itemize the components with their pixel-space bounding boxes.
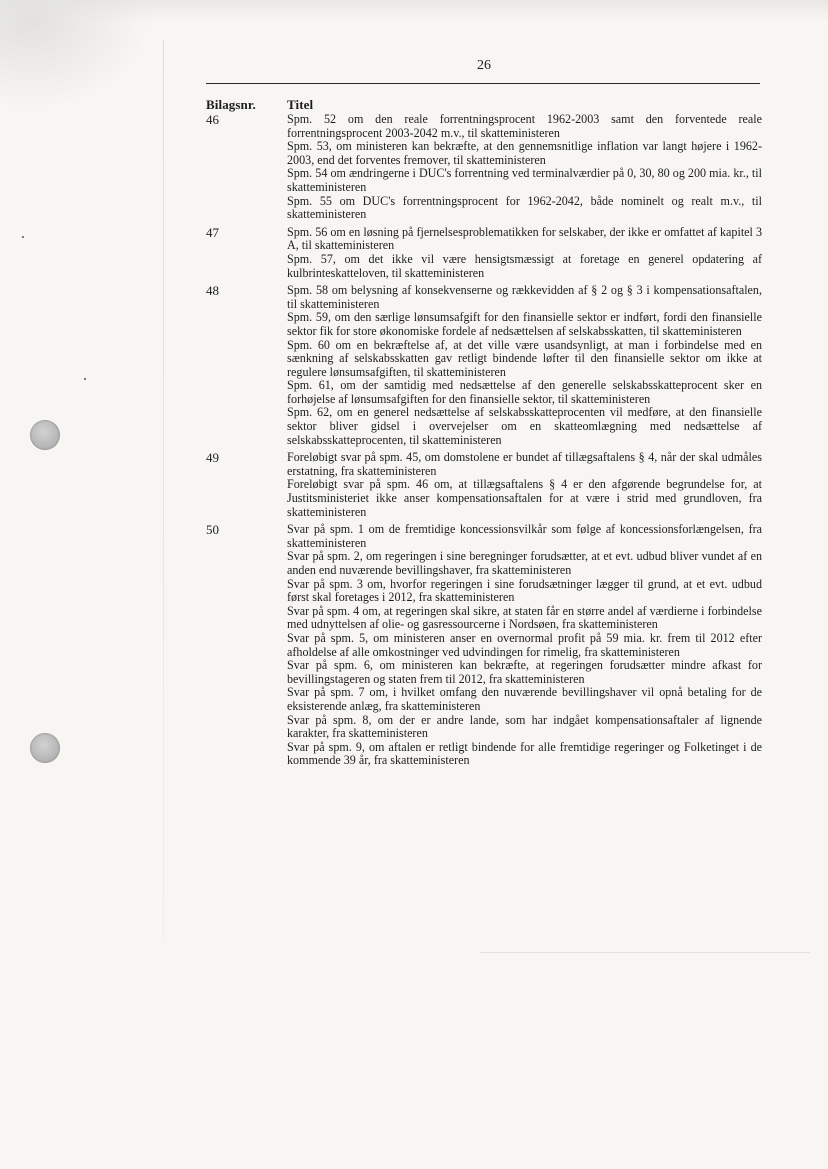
appendix-list xyxy=(206,113,762,772)
appendix-entry xyxy=(206,226,762,280)
appendix-title-item: Svar på spm. 1 om de fremtidige koncessionsvilkår som følge af koncessionsforlængelsen, fra skatteministeren xyxy=(287,522,762,550)
appendix-title-item: Svar på spm. 5, om ministeren anser en overnormal profit på 59 mia. kr. frem til 2012 efter afholdelse af alle omkostninger ved udvindingen for rimelig, fra skatteministeren xyxy=(287,630,762,659)
column-header-bilagsnr: Bilagsnr. xyxy=(206,97,256,112)
page-number: 26 xyxy=(477,58,491,73)
punch-hole-upper xyxy=(30,420,60,450)
appendix-number: 47 xyxy=(206,224,219,240)
appendix-titles xyxy=(287,284,762,447)
appendix-title-item: Svar på spm. 7 om, i hvilket omfang den nuværende bevillingshaver vil opnå betaling for de eksisterende anlæg, fra skatteministeren xyxy=(287,685,762,713)
appendix-title-item: Svar på spm. 4 om, at regeringen skal sikre, at staten får en større andel af værdierne i forbindelse med udnyttelsen af olie- og gasressourcerne i Nordsøen, fra skatteministeren xyxy=(287,603,762,632)
appendix-title-item: Svar på spm. 2, om regeringen i sine beregninger forudsætter, at et evt. udbud bliver vundet af en anden end nuværende bevillingshaver, fra skatteministeren xyxy=(287,549,762,577)
appendix-titles xyxy=(287,226,762,280)
appendix-title-item: Svar på spm. 9, om aftalen er retligt bindende for alle fremtidige regeringer og Folketinget i de kommende 39 år, fra skatteministeren xyxy=(287,739,762,768)
scan-speck xyxy=(84,378,86,380)
scan-artifact-line xyxy=(480,952,810,953)
appendix-title-item: Spm. 57, om det ikke vil være hensigtsmæssigt at foretage en generel opdatering af kulbrinteskatteloven, til skatteministeren xyxy=(287,251,762,280)
appendix-number: 46 xyxy=(206,112,219,127)
appendix-title-item: Foreløbigt svar på spm. 45, om domstolene er bundet af tillægsaftalens § 4, når der skal udmåles erstatning, fra skatteministeren xyxy=(287,450,762,478)
appendix-title-item: Spm. 61, om der samtidig med nedsættelse af den generelle selskabsskatteprocent sker en forhøjelse af lønsumsafgiften for den finansielle sektor, til skatteministeren xyxy=(287,378,762,406)
appendix-number: 48 xyxy=(206,283,219,299)
appendix-title-item: Spm. 60 om en bekræftelse af, at det ville være usandsynligt, at man i forbindelse med en sænkning af selskabsskatten gav retligt bindende løfter til den finansielle sektor om ikke at regulere lønsumsafgiften, til skatteministeren xyxy=(287,337,762,379)
appendix-entry xyxy=(206,284,762,447)
header-rule xyxy=(206,83,760,84)
scan-speck xyxy=(22,236,24,238)
appendix-title-item: Spm. 62, om en generel nedsættelse af selskabsskatteprocenten vil medføre, at den finansielle sektor bliver gidsel i overvejelser om en skatteomlægning med nedsættelse af selskabsskatteprocenten, til skatteministeren xyxy=(287,405,762,447)
appendix-titles xyxy=(287,451,762,519)
appendix-titles xyxy=(287,523,762,768)
appendix-number: 49 xyxy=(206,450,219,466)
appendix-title-item: Spm. 53, om ministeren kan bekræfte, at den gennemsnitlige inflation var langt højere i 1962-2003, end det forventes fremover, til skatteministeren xyxy=(287,139,762,167)
appendix-number: 50 xyxy=(206,522,219,538)
appendix-entry xyxy=(206,523,762,768)
appendix-title-item: Spm. 56 om en løsning på fjernelsesproblematikken for selskaber, der ikke er omfattet af kapitel 3 A, til skatteministeren xyxy=(287,224,762,253)
appendix-title-item: Spm. 52 om den reale forrentningsprocent 1962-2003 samt den forventede reale forrentningsprocent 2003-2042 m.v., til skatteministeren xyxy=(287,112,762,140)
appendix-title-item: Svar på spm. 6, om ministeren kan bekræfte, at regeringen forudsætter mindre afkast for bevillingstageren og staten frem til 2012, fra skatteministeren xyxy=(287,658,762,686)
appendix-title-item: Spm. 54 om ændringerne i DUC's forrentning ved terminalværdier på 0, 30, 80 og 200 mia. kr., til skatteministeren xyxy=(287,166,762,194)
appendix-title-item: Svar på spm. 3 om, hvorfor regeringen i sine forudsætninger lægger til grund, at et evt. udbud først skal foretages i 2012, fra skatteministeren xyxy=(287,576,762,605)
column-header-titel: Titel xyxy=(287,97,314,112)
punch-hole-lower xyxy=(30,733,60,763)
appendix-entry xyxy=(206,451,762,519)
appendix-entry xyxy=(206,113,762,222)
appendix-title-item: Svar på spm. 8, om der er andre lande, som har indgået kompensationsaftaler af lignende karakter, fra skatteministeren xyxy=(287,712,762,741)
appendix-title-item: Spm. 59, om den særlige lønsumsafgift for den finansielle sektor er indført, fordi den finansielle sektor fik for store økonomiske fordele af nedsættelsen af selskabsskatten, til skatteministeren xyxy=(287,310,762,338)
appendix-title-item: Foreløbigt svar på spm. 46 om, at tillægsaftalens § 4 er den afgørende begrundelse for, at Justitsministeriet ikke anser kompensationsaftalen for at være i strid med grundloven, fra skatteministeren xyxy=(287,477,762,519)
appendix-title-item: Spm. 55 om DUC's forrentningsprocent for 1962-2042, både nominelt og realt m.v., til skatteministeren xyxy=(287,193,762,222)
fold-line xyxy=(163,40,164,940)
scan-corner-shadow xyxy=(0,0,150,110)
appendix-titles xyxy=(287,113,762,222)
appendix-title-item: Spm. 58 om belysning af konsekvenserne og rækkevidden af § 2 og § 3 i kompensationsaftalen, til skatteministeren xyxy=(287,283,762,311)
